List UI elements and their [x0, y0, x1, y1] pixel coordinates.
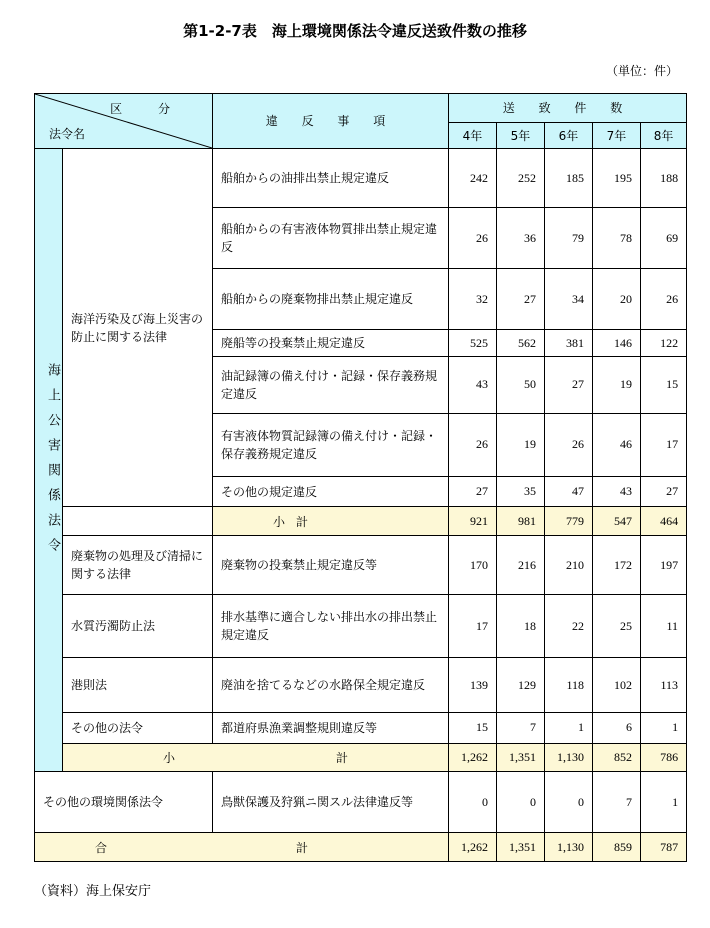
year-header: 4年	[449, 122, 497, 148]
count-value: 27	[497, 269, 545, 330]
count-value: 27	[449, 476, 497, 507]
table-row	[35, 148, 687, 207]
count-value: 26	[545, 413, 593, 476]
count-value: 19	[497, 413, 545, 476]
law-name: 海洋汚染及び海上災害の防止に関する法律	[63, 148, 213, 506]
count-value: 118	[545, 658, 593, 713]
violation-table	[34, 93, 687, 862]
year-header: 6年	[545, 122, 593, 148]
header-kubun: 区 分	[110, 102, 186, 116]
violation-item: 排水基準に適合しない排出水の排出禁止規定違反	[213, 595, 449, 658]
count-value: 22	[545, 595, 593, 658]
count-value: 43	[449, 356, 497, 413]
subtotal-value: 921	[449, 507, 497, 536]
count-value: 7	[593, 772, 641, 833]
subtotal-value: 547	[593, 507, 641, 536]
count-value: 69	[641, 208, 687, 269]
subtotal-label	[63, 743, 449, 772]
violation-item: その他の規定違反	[213, 476, 449, 507]
count-value: 34	[545, 269, 593, 330]
group-label: 海上公害関係法令	[35, 148, 63, 771]
count-value: 6	[593, 713, 641, 744]
unit-label: （単位：件）	[605, 64, 678, 78]
count-value: 129	[497, 658, 545, 713]
law-name: 廃棄物の処理及び清掃に関する法律	[63, 535, 213, 594]
count-value: 0	[449, 772, 497, 833]
subtotal-label	[35, 833, 449, 862]
count-value: 19	[593, 356, 641, 413]
count-value: 210	[545, 535, 593, 594]
table-row	[35, 772, 687, 833]
law-name: 港則法	[63, 658, 213, 713]
blank-cell	[63, 507, 213, 536]
violation-item: 船舶からの油排出禁止規定違反	[213, 148, 449, 207]
subtotal-value: 779	[545, 507, 593, 536]
violation-item: 廃船等の投棄禁止規定違反	[213, 330, 449, 356]
subtotal-row	[35, 743, 687, 772]
subtotal-value: 981	[497, 507, 545, 536]
count-value: 122	[641, 330, 687, 356]
header-violation: 違 反 事 項	[213, 94, 449, 149]
total-value: 859	[593, 833, 641, 862]
header-count: 送 致 件 数	[449, 94, 687, 123]
subtotal-value: 786	[641, 743, 687, 772]
label-part: 計	[335, 750, 348, 765]
count-value: 242	[449, 148, 497, 207]
label-part: 計	[295, 514, 308, 529]
count-value: 17	[449, 595, 497, 658]
count-value: 35	[497, 476, 545, 507]
count-value: 195	[593, 148, 641, 207]
violation-item: 廃油を捨てるなどの水路保全規定違反	[213, 658, 449, 713]
count-value: 139	[449, 658, 497, 713]
count-value: 252	[497, 148, 545, 207]
count-value: 172	[593, 535, 641, 594]
total-value: 1,351	[497, 833, 545, 862]
table-row	[35, 713, 687, 744]
count-value: 43	[593, 476, 641, 507]
count-value: 46	[593, 413, 641, 476]
total-value: 1,262	[449, 833, 497, 862]
count-value: 1	[641, 772, 687, 833]
header-law-name: 法令名	[49, 126, 86, 141]
table-row	[35, 658, 687, 713]
count-value: 79	[545, 208, 593, 269]
count-value: 1	[545, 713, 593, 744]
page-title: 第1-2-7表 海上環境関係法令違反送致件数の推移	[183, 22, 527, 40]
subtotal-value: 464	[641, 507, 687, 536]
count-value: 216	[497, 535, 545, 594]
count-value: 381	[545, 330, 593, 356]
violation-item: 鳥獣保護及狩猟ニ関スル法律違反等	[213, 772, 449, 833]
subtotal-row	[35, 507, 687, 536]
subtotal-value: 1,130	[545, 743, 593, 772]
count-value: 26	[641, 269, 687, 330]
count-value: 0	[545, 772, 593, 833]
table-row	[35, 535, 687, 594]
year-header: 7年	[593, 122, 641, 148]
total-value: 787	[641, 833, 687, 862]
subtotal-value: 852	[593, 743, 641, 772]
count-value: 113	[641, 658, 687, 713]
count-value: 170	[449, 535, 497, 594]
count-value: 47	[545, 476, 593, 507]
count-value: 27	[545, 356, 593, 413]
violation-item: 有害液体物質記録簿の備え付け・記録・保存義務規定違反	[213, 413, 449, 476]
count-value: 25	[593, 595, 641, 658]
count-value: 26	[449, 413, 497, 476]
count-value: 0	[497, 772, 545, 833]
count-value: 15	[449, 713, 497, 744]
violation-item: 油記録簿の備え付け・記録・保存義務規定違反	[213, 356, 449, 413]
violation-item: 船舶からの廃棄物排出禁止規定違反	[213, 269, 449, 330]
label-part: 計	[295, 840, 308, 855]
count-value: 50	[497, 356, 545, 413]
count-value: 188	[641, 148, 687, 207]
count-value: 197	[641, 535, 687, 594]
count-value: 27	[641, 476, 687, 507]
year-header: 5年	[497, 122, 545, 148]
count-value: 102	[593, 658, 641, 713]
law-name: 水質汚濁防止法	[63, 595, 213, 658]
label-part: 小	[163, 750, 176, 765]
law-name: その他の法令	[63, 713, 213, 744]
label-part: 小	[273, 514, 286, 529]
count-value: 562	[497, 330, 545, 356]
year-header: 8年	[641, 122, 687, 148]
subtotal-value: 1,262	[449, 743, 497, 772]
count-value: 11	[641, 595, 687, 658]
violation-item: 廃棄物の投棄禁止規定違反等	[213, 535, 449, 594]
count-value: 18	[497, 595, 545, 658]
total-value: 1,130	[545, 833, 593, 862]
source-note: （資料）海上保安庁	[34, 884, 152, 899]
count-value: 17	[641, 413, 687, 476]
label-part: 合	[95, 840, 108, 855]
violation-item: 船舶からの有害液体物質排出禁止規定違反	[213, 208, 449, 269]
table-row	[35, 595, 687, 658]
count-value: 20	[593, 269, 641, 330]
violation-item: 都道府県漁業調整規則違反等	[213, 713, 449, 744]
total-row	[35, 833, 687, 862]
count-value: 78	[593, 208, 641, 269]
count-value: 1	[641, 713, 687, 744]
count-value: 7	[497, 713, 545, 744]
subtotal-value: 1,351	[497, 743, 545, 772]
law-name: その他の環境関係法令	[35, 772, 213, 833]
count-value: 525	[449, 330, 497, 356]
count-value: 32	[449, 269, 497, 330]
count-value: 15	[641, 356, 687, 413]
subtotal-label	[213, 507, 449, 536]
header-kubun-cell	[35, 94, 213, 149]
count-value: 146	[593, 330, 641, 356]
count-value: 185	[545, 148, 593, 207]
count-value: 36	[497, 208, 545, 269]
count-value: 26	[449, 208, 497, 269]
